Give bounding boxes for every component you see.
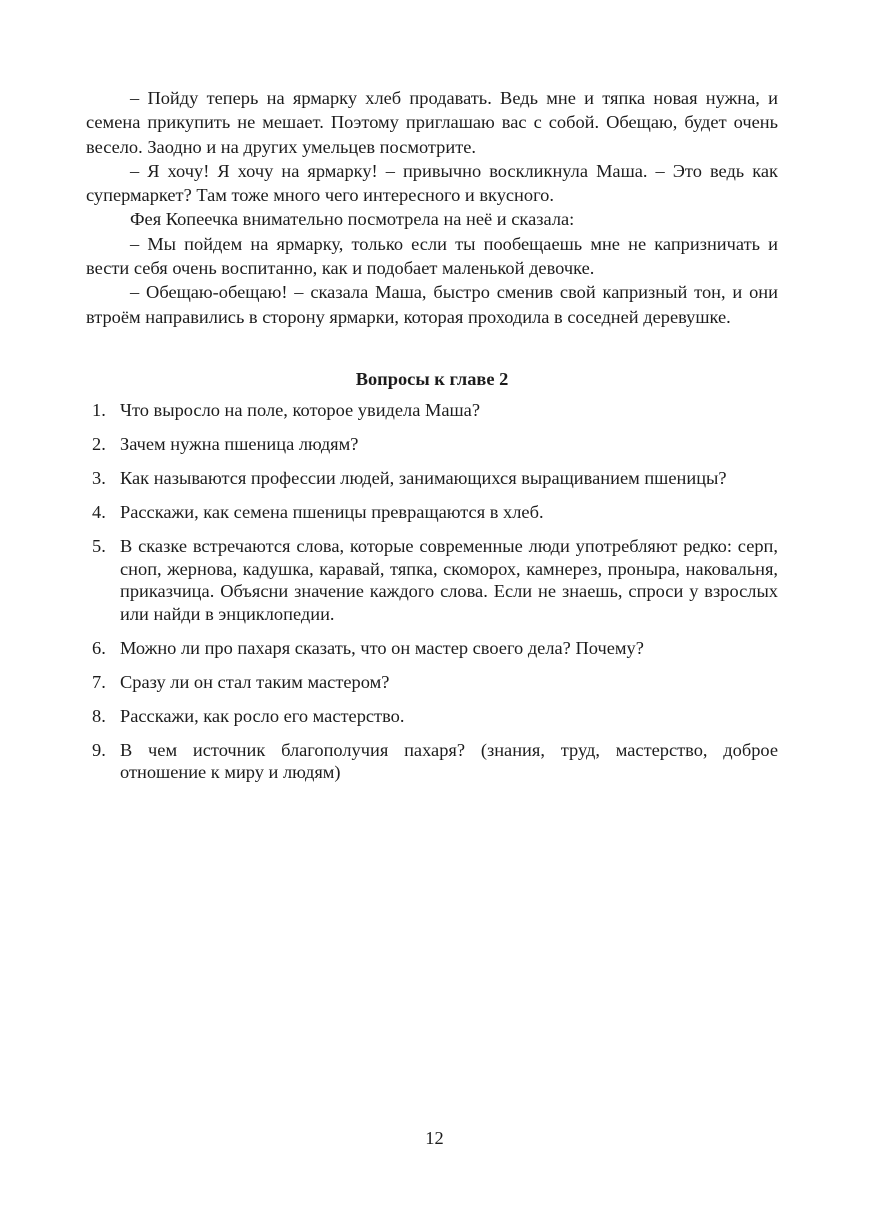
question-number: 5. — [92, 536, 106, 557]
question-item — [86, 433, 778, 455]
question-item — [86, 705, 778, 727]
paragraph-4: – Мы пойдем на ярмарку, только если ты пообещаешь мне не капризничать и вести себя очень воспитанно, как и подобает маленькой девочке. — [86, 233, 778, 279]
question-item — [86, 467, 778, 489]
question-number: 7. — [92, 671, 106, 692]
question-number: 2. — [92, 434, 106, 455]
paragraph-3: Фея Копеечка внимательно посмотрела на неё и сказала: — [130, 209, 575, 230]
questions-list — [86, 399, 778, 784]
question-number: 6. — [92, 637, 106, 658]
question-number: 1. — [92, 399, 106, 420]
question-item — [86, 501, 778, 523]
paragraph-2: – Я хочу! Я хочу на ярмарку! – привычно воскликнула Маша. – Это ведь как супермаркет? Там тоже много чего интересного и вкусного. — [86, 160, 778, 206]
question-text: В сказке встречаются слова, которые современные люди употребляют редко: серп, сноп, жернова, кадушка, каравай, тяпка, скоморох, камнерез, проныра, наковальня, приказчица. Объясни значение каждого слова. Если не знаешь, спроси у взрослых или найди в энциклопедии. — [120, 536, 778, 624]
question-item — [86, 637, 778, 659]
question-item — [86, 399, 778, 421]
story-text — [86, 86, 778, 329]
questions-heading: Вопросы к главе 2 — [355, 368, 509, 389]
question-text: Расскажи, как семена пшеницы превращаются в хлеб. — [120, 502, 544, 523]
page-number: 12 — [425, 1128, 444, 1148]
question-item — [86, 535, 778, 625]
paragraph-1: – Пойду теперь на ярмарку хлеб продавать. Ведь мне и тяпка новая нужна, и семена прикупить не мешает. Поэтому приглашаю вас с собой. Обещаю, будет очень весело. Заодно и на других умельцев посмотрите. — [86, 88, 778, 157]
question-text: Как называются профессии людей, занимающихся выращиванием пшеницы? — [120, 468, 727, 489]
question-number: 4. — [92, 502, 106, 523]
question-text: Что выросло на поле, которое увидела Маша? — [120, 399, 480, 420]
question-number: 8. — [92, 705, 106, 726]
question-item — [86, 739, 778, 784]
question-number: 3. — [92, 468, 106, 489]
question-text: Расскажи, как росло его мастерство. — [120, 705, 405, 726]
question-text: Сразу ли он стал таким мастером? — [120, 671, 390, 692]
page-body — [86, 86, 778, 795]
question-text: В чем источник благополучия пахаря? (знания, труд, мастерство, доброе отношение к миру и людям) — [120, 739, 778, 783]
question-item — [86, 671, 778, 693]
question-number: 9. — [92, 739, 106, 760]
question-text: Зачем нужна пшеница людям? — [120, 434, 359, 455]
paragraph-5: – Обещаю-обещаю! – сказала Маша, быстро сменив свой капризный тон, и они втроём направились в сторону ярмарки, которая проходила в соседней деревушке. — [86, 282, 778, 327]
question-text: Можно ли про пахаря сказать, что он мастер своего дела? Почему? — [120, 637, 644, 658]
